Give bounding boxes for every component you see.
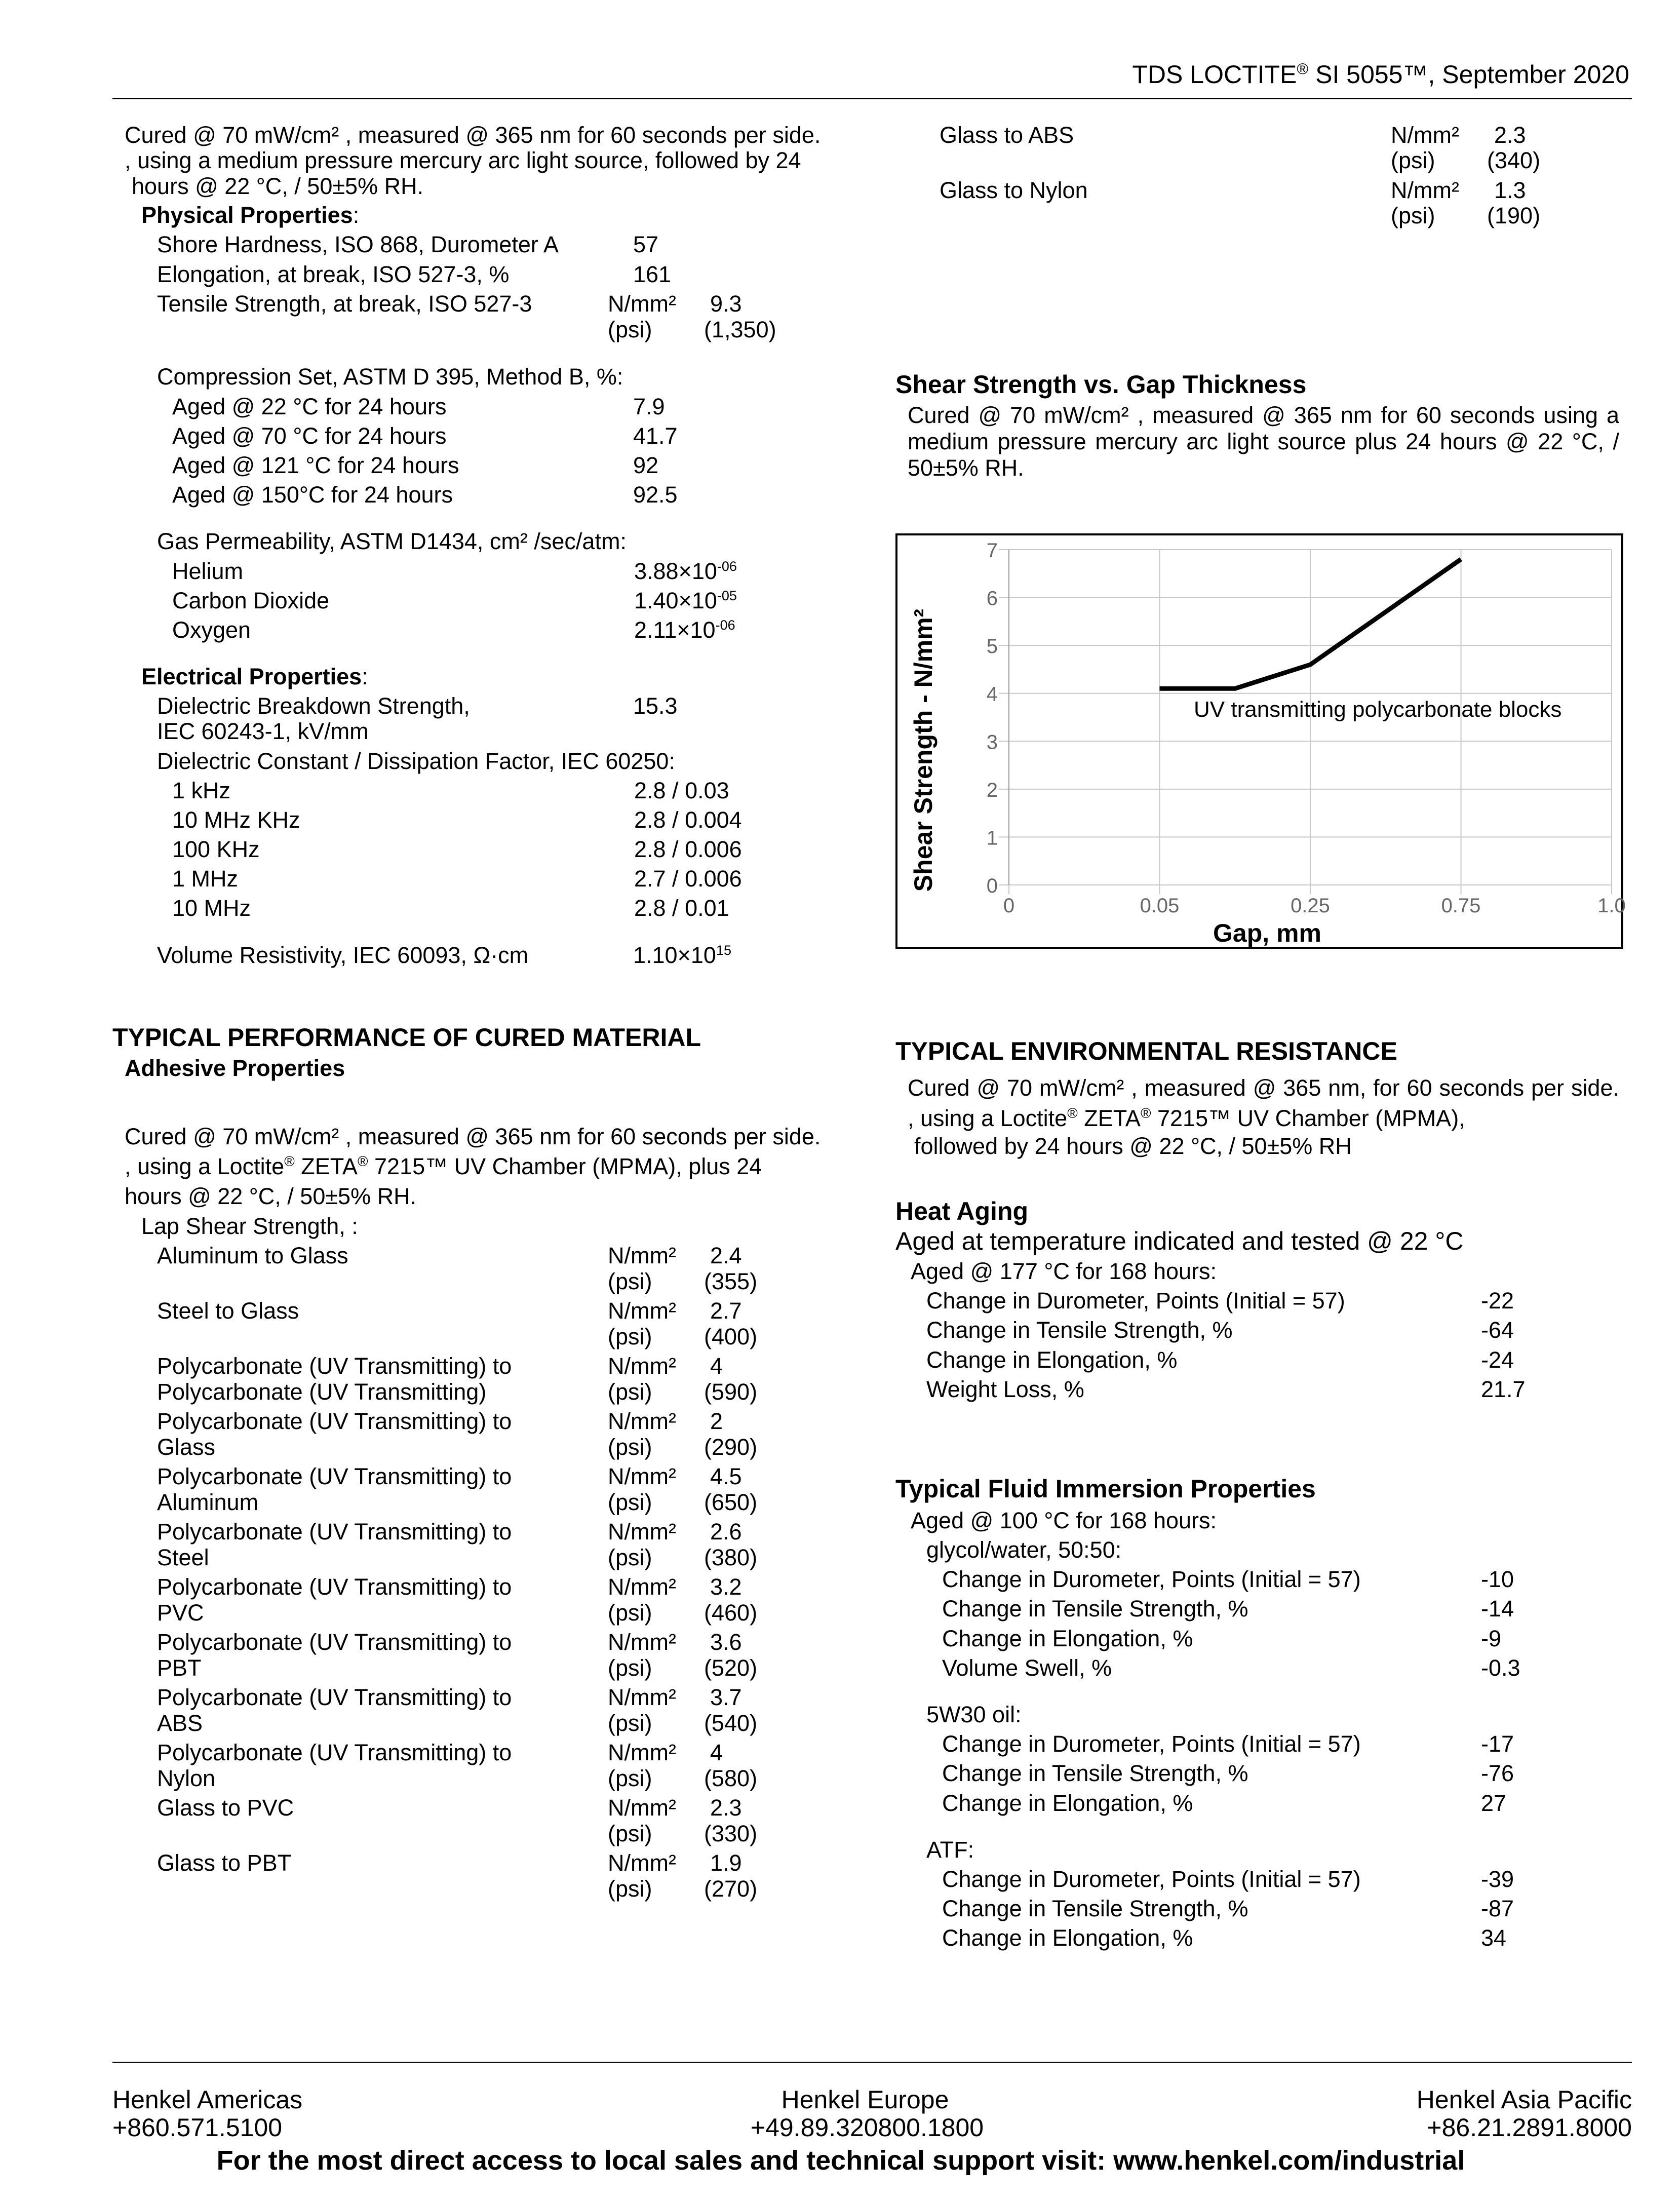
chart-y-tick-label: 0 [986,875,998,897]
fluid-name: 5W30 oil: [926,1702,1022,1727]
lap-row-value: (290) [704,1434,758,1460]
electrical-properties-heading: Electrical Properties: [141,664,368,689]
lap-row-unit: N/mm² [608,1519,676,1545]
shore-value: 57 [633,231,659,257]
fluid-row-value: 34 [1481,1925,1507,1951]
fluid-row-value: -39 [1481,1866,1514,1892]
footer-europe: Henkel Europe [781,2086,949,2114]
gas-label: Helium [172,558,244,584]
fluid-row-value: -76 [1481,1760,1514,1786]
lap-row-label-2: PBT [157,1655,202,1681]
lap-cont-value: 2.3 [1494,122,1526,148]
compression-value: 41.7 [633,423,678,449]
lap-row-unit: (psi) [608,1821,652,1846]
fluid-name: glycol/water, 50:50: [926,1537,1122,1563]
lap-row-unit: N/mm² [608,1353,676,1379]
dielectric-breakdown-label-1: Dielectric Breakdown Strength, [157,693,470,719]
lap-row-value: 1.9 [710,1850,742,1876]
lap-row-value: (400) [704,1324,758,1349]
shear-gap-heading: Shear Strength vs. Gap Thickness [895,370,1307,399]
fluid-row-label: Change in Tensile Strength, % [942,1596,1248,1622]
dielectric-label: 1 kHz [172,778,231,803]
elongation-value: 161 [633,261,672,287]
gas-value: $3.88\times 10^{-06}$ [634,558,737,584]
compression-label: Aged @ 70 °C for 24 hours [172,423,447,449]
lap-row-value: 4.5 [710,1463,742,1489]
lap-row-label: Polycarbonate (UV Transmitting) to [157,1684,512,1710]
lap-row-value: (540) [704,1710,758,1736]
lap-row-unit: (psi) [608,1710,652,1736]
dielectric-label: 10 MHz [172,895,251,921]
lap-row-unit: N/mm² [608,1463,676,1489]
fluid-row-value: -0.3 [1481,1655,1520,1681]
lap-row-label: Polycarbonate (UV Transmitting) to [157,1463,512,1489]
lap-row-value: (380) [704,1545,758,1570]
dielectric-breakdown-label-2: IEC 60243-1, kV/mm [157,718,369,744]
cure2-line-3: hours @ 22 °C, / 50±5% RH. [125,1183,417,1209]
fluid-row-value: -14 [1481,1596,1514,1622]
lap-row-unit: (psi) [608,1379,652,1405]
lap-cont-value: (340) [1487,147,1541,173]
lap-row-label: Polycarbonate (UV Transmitting) to [157,1408,512,1434]
lap-row-unit: (psi) [608,1268,652,1294]
tensile-unit-2: (psi) [608,317,652,342]
fluid-name: ATF: [926,1837,974,1863]
lap-row-label: Aluminum to Glass [157,1243,348,1268]
compression-value: 7.9 [633,394,665,419]
dielectric-value: 2.7 / 0.006 [634,866,742,892]
lap-row-label-2: Aluminum [157,1489,259,1515]
lap-row-value: 3.2 [710,1574,742,1600]
footer-americas-phone: +860.571.5100 [112,2113,283,2142]
lap-row-unit: (psi) [608,1545,652,1570]
gas-value: $2.11\times 10^{-06}$ [634,617,735,643]
dielectric-value: 2.8 / 0.004 [634,807,742,833]
heat-row-label: Change in Durometer, Points (Initial = 57) [926,1288,1345,1314]
compression-heading: Compression Set, ASTM D 395, Method B, %: [157,364,623,390]
fluid-row-label: Volume Swell, % [942,1655,1112,1681]
fluid-row-label: Change in Durometer, Points (Initial = 57) [942,1566,1361,1592]
lap-row-unit: (psi) [608,1765,652,1791]
heat-row-label: Weight Loss, % [926,1376,1084,1402]
lap-row-label: Glass to PVC [157,1795,294,1821]
lap-row-value: 2.4 [710,1243,742,1268]
lap-row-value: 2.3 [710,1795,742,1821]
gas-label: Oxygen [172,617,251,643]
lap-row-value: (270) [704,1876,758,1902]
fluid-row-label: Change in Durometer, Points (Initial = 57) [942,1731,1361,1757]
chart-plot [897,535,1626,947]
lap-row-unit: N/mm² [608,1684,676,1710]
elongation-label: Elongation, at break, ISO 527-3, % [157,261,510,287]
lap-row-label: Polycarbonate (UV Transmitting) to [157,1574,512,1600]
tensile-value-2: (1,350) [704,317,776,342]
dielectric-breakdown-value: 15.3 [633,693,678,719]
lap-row-label: Glass to PBT [157,1850,292,1876]
lap-row-unit: N/mm² [608,1850,676,1876]
chart-y-tick-label: 7 [986,539,998,562]
heat-row-label: Change in Tensile Strength, % [926,1317,1233,1343]
document-header: TDS LOCTITE® SI 5055™, September 2020 [1132,60,1629,89]
heat-row-label: Change in Elongation, % [926,1347,1178,1373]
lap-row-value: 4 [710,1353,723,1379]
lap-row-label-2: Steel [157,1545,209,1570]
lap-row-value: (650) [704,1489,758,1515]
cure-intro-line-1: Cured @ 70 mW/cm² , measured @ 365 nm for 60 seconds per side. [125,122,821,148]
lap-row-unit: (psi) [608,1324,652,1349]
env-cure-line-1: Cured @ 70 mW/cm² , measured @ 365 nm, for 60 seconds per side. , using a Loctite® ZETA® 7215™ UV Chamber (MPMA), [908,1075,1619,1131]
gas-label: Carbon Dioxide [172,588,330,613]
lap-row-value: 2 [710,1408,723,1434]
chart-y-tick-label: 2 [986,779,998,801]
chart-x-tick-label: 1.0 [1597,895,1626,917]
dielectric-value: 2.8 / 0.006 [634,836,742,862]
lap-row-unit: N/mm² [608,1629,676,1655]
compression-label: Aged @ 150°C for 24 hours [172,482,453,508]
chart-y-tick-label: 5 [986,635,998,658]
lap-row-value: 4 [710,1740,723,1765]
lap-row-label: Steel to Glass [157,1298,299,1324]
dielectric-label: 100 KHz [172,836,260,862]
lap-cont-unit: (psi) [1391,147,1435,173]
fluid-row-value: -9 [1481,1626,1502,1651]
compression-label: Aged @ 121 °C for 24 hours [172,452,459,478]
tensile-value-1: 9.3 [710,291,742,317]
heat-aging-heading: Heat Aging [895,1197,1029,1225]
lap-row-unit: (psi) [608,1489,652,1515]
lap-row-label-2: Glass [157,1434,216,1460]
footer-asia: Henkel Asia Pacific [1416,2086,1632,2114]
lap-row-value: (460) [704,1600,758,1626]
chart-x-tick-label: 0.05 [1140,895,1180,917]
lap-row-label-2: PVC [157,1600,204,1626]
chart-x-axis-label: Gap, mm [1213,919,1321,947]
lap-row-unit: (psi) [608,1876,652,1902]
lap-row-value: 3.6 [710,1629,742,1655]
heat-aging-sub: Aged at temperature indicated and tested @ 22 °C [895,1227,1464,1255]
lap-row-value: 2.6 [710,1519,742,1545]
chart-y-tick-label: 4 [986,683,998,706]
footer-support-text: For the most direct access to local sales and technical support visit: www.henkel.com/industrial [216,2145,1465,2176]
lap-row-value: 3.7 [710,1684,742,1710]
lap-row-unit: (psi) [608,1655,652,1681]
lap-row-unit: N/mm² [608,1574,676,1600]
lap-row-label-2: Nylon [157,1765,216,1791]
footer-europe-phone: +49.89.320800.1800 [750,2113,984,2142]
dielectric-label: 10 MHz KHz [172,807,300,833]
cure2-line-2: , using a Loctite® ZETA® 7215™ UV Chamber (MPMA), plus 24 [125,1153,762,1179]
cure-intro-line-2: , using a medium pressure mercury arc light source, followed by 24 [125,147,801,173]
header-rule [112,98,1632,99]
lap-cont-value: 1.3 [1494,177,1526,203]
shore-label: Shore Hardness, ISO 868, Durometer A [157,231,559,257]
volume-resistivity-value: $1.10\times 10^{15}$ [633,942,731,968]
physical-properties-heading: Physical Properties: [141,202,360,228]
lap-row-unit: N/mm² [608,1408,676,1434]
lap-row-value: (580) [704,1765,758,1791]
fluid-row-label: Change in Elongation, % [942,1925,1193,1951]
lap-row-label-2: ABS [157,1710,203,1736]
fluid-row-value: -17 [1481,1731,1514,1757]
heat-row-value: -24 [1481,1347,1514,1373]
compression-value: 92 [633,452,659,478]
cure-intro-line-3: hours @ 22 °C, / 50±5% RH. [132,173,424,199]
lap-cont-unit: N/mm² [1391,122,1459,148]
lap-row-unit: N/mm² [608,1740,676,1765]
chart-y-axis-label: Shear Strength - N/mm² [909,608,937,892]
heat-row-value: 21.7 [1481,1376,1526,1402]
dielectric-value: 2.8 / 0.03 [634,778,729,803]
chart-y-tick-label: 1 [986,827,998,850]
fluid-row-label: Change in Durometer, Points (Initial = 57) [942,1866,1361,1892]
footer-americas: Henkel Americas [112,2086,303,2114]
fluid-row-value: -87 [1481,1896,1514,1921]
chart-x-tick-label: 0.75 [1441,895,1481,917]
shear-gap-text: Cured @ 70 mW/cm² , measured @ 365 nm for 60 seconds using a medium pressure mercury arc light source plus 24 hours @ 22 °C, / 50±5% RH. [908,402,1619,481]
typical-performance-heading: TYPICAL PERFORMANCE OF CURED MATERIAL [112,1023,701,1052]
dielectric-value: 2.8 / 0.01 [634,895,729,921]
environmental-resistance-heading: TYPICAL ENVIRONMENTAL RESISTANCE [895,1037,1397,1065]
dielectric-label: 1 MHz [172,866,239,892]
chart-annotation: UV transmitting polycarbonate blocks [1194,697,1562,722]
dielectric-constant-heading: Dielectric Constant / Dissipation Factor, IEC 60250: [157,748,675,774]
fluid-immersion-heading: Typical Fluid Immersion Properties [895,1475,1316,1503]
lap-row-unit: N/mm² [608,1298,676,1324]
lap-row-value: (355) [704,1268,758,1294]
volume-resistivity-label: Volume Resistivity, IEC 60093, Ω·cm [157,942,529,968]
lap-row-label-2: Polycarbonate (UV Transmitting) [157,1379,487,1405]
chart-y-tick-label: 6 [986,587,998,610]
lap-cont-label: Glass to Nylon [940,177,1088,203]
fluid-row-value: -10 [1481,1566,1514,1592]
lap-row-label: Polycarbonate (UV Transmitting) to [157,1519,512,1545]
adhesive-properties-heading: Adhesive Properties [125,1055,345,1081]
lap-cont-label: Glass to ABS [940,122,1074,148]
lap-shear-heading: Lap Shear Strength, : [141,1213,358,1239]
lap-cont-unit: (psi) [1391,203,1435,228]
lap-cont-unit: N/mm² [1391,177,1459,203]
heat-aged: Aged @ 177 °C for 168 hours: [911,1258,1217,1284]
tensile-label: Tensile Strength, at break, ISO 527-3 [157,291,532,317]
lap-row-value: (520) [704,1655,758,1681]
footer-rule [112,2062,1632,2063]
fluid-row-label: Change in Tensile Strength, % [942,1896,1248,1921]
footer-asia-phone: +86.21.2891.8000 [1427,2113,1632,2142]
shear-strength-chart [895,533,1626,949]
gas-permeability-heading: Gas Permeability, ASTM D1434, cm² /sec/atm: [157,528,627,554]
lap-row-label: Polycarbonate (UV Transmitting) to [157,1629,512,1655]
compression-value: 92.5 [633,482,678,508]
chart-x-tick-label: 0 [1003,895,1015,917]
heat-row-value: -22 [1481,1288,1514,1314]
lap-row-value: 2.7 [710,1298,742,1324]
fluid-aged: Aged @ 100 °C for 168 hours: [911,1508,1217,1533]
lap-row-label: Polycarbonate (UV Transmitting) to [157,1353,512,1379]
chart-x-tick-label: 0.25 [1291,895,1330,917]
lap-row-unit: N/mm² [608,1795,676,1821]
gas-value: $1.40\times 10^{-05}$ [634,588,737,613]
fluid-row-label: Change in Elongation, % [942,1626,1193,1651]
compression-label: Aged @ 22 °C for 24 hours [172,394,447,419]
fluid-row-label: Change in Tensile Strength, % [942,1760,1248,1786]
tensile-unit-1: N/mm² [608,291,676,317]
cure2-line-1: Cured @ 70 mW/cm² , measured @ 365 nm for 60 seconds per side. [125,1124,821,1149]
lap-row-unit: (psi) [608,1600,652,1626]
lap-row-value: (590) [704,1379,758,1405]
lap-row-label: Polycarbonate (UV Transmitting) to [157,1740,512,1765]
lap-row-value: (330) [704,1821,758,1846]
lap-row-unit: (psi) [608,1434,652,1460]
env-cure-line-2: followed by 24 hours @ 22 °C, / 50±5% RH [914,1133,1352,1159]
fluid-row-value: 27 [1481,1790,1507,1816]
lap-row-unit: N/mm² [608,1243,676,1268]
chart-y-tick-label: 3 [986,731,998,754]
lap-cont-value: (190) [1487,203,1541,228]
fluid-row-label: Change in Elongation, % [942,1790,1193,1816]
heat-row-value: -64 [1481,1317,1514,1343]
